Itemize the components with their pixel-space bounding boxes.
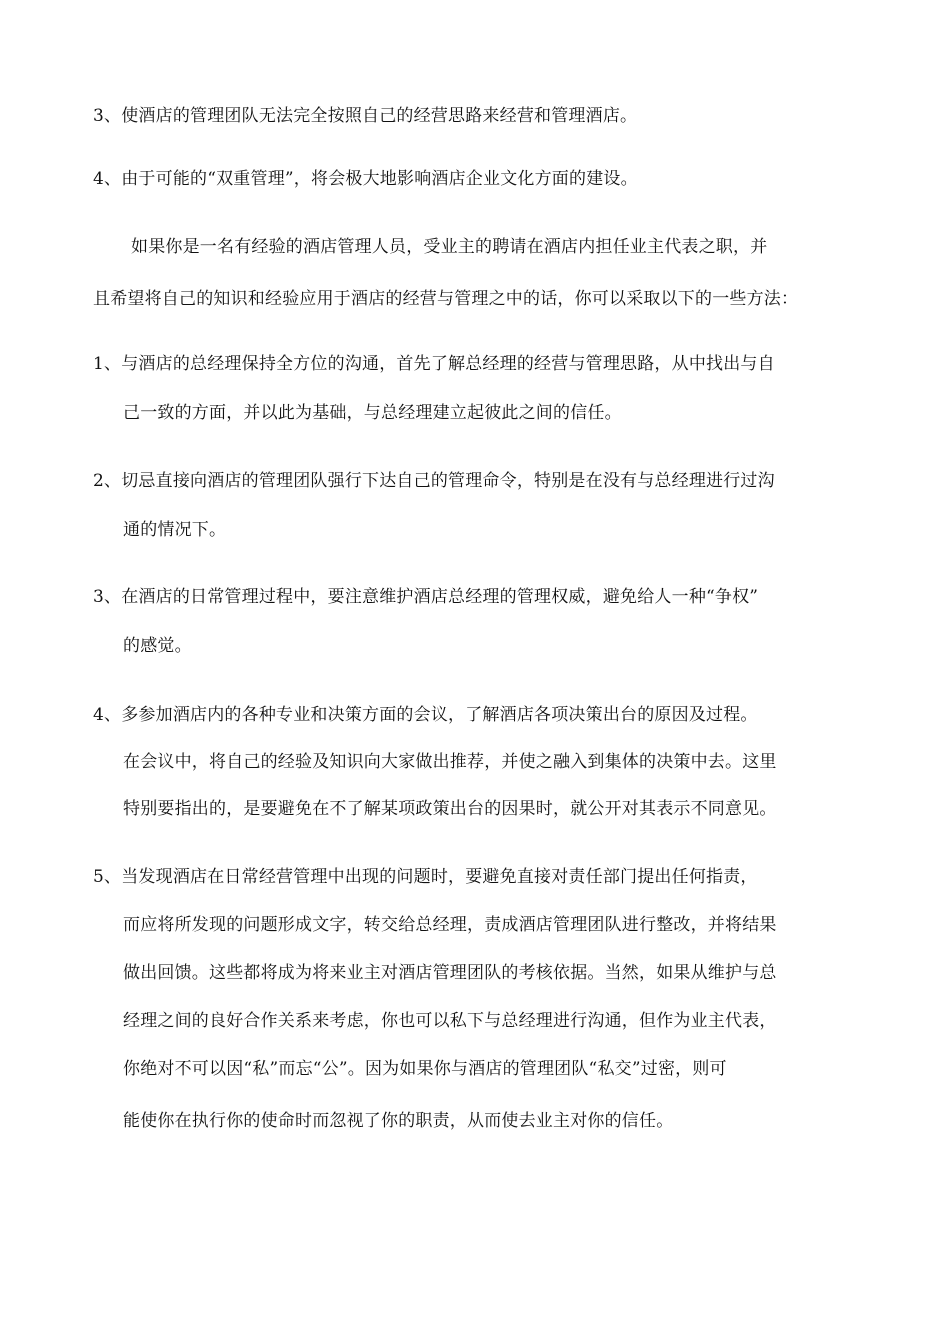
text-line: 在会议中，将自己的经验及知识向大家做出推荐，并使之融入到集体的决策中去。这里	[123, 752, 777, 772]
text-line: 你绝对不可以因“私”而忘“公”。因为如果你与酒店的管理团队“私交”过密，则可	[123, 1059, 727, 1079]
text-line: 而应将所发现的问题形成文字，转交给总经理，责成酒店管理团队进行整改，并将结果	[123, 915, 777, 935]
text-line: 且希望将自己的知识和经验应用于酒店的经营与管理之中的话，你可以采取以下的一些方法：	[93, 289, 799, 309]
text-line: 特别要指出的，是要避免在不了解某项政策出台的因果时，就公开对其表示不同意见。	[123, 799, 777, 819]
text-line: 如果你是一名有经验的酒店管理人员，受业主的聘请在酒店内担任业主代表之职，并	[131, 237, 768, 257]
text-line: 1、与酒店的总经理保持全方位的沟通，首先了解总经理的经营与管理思路，从中找出与自	[93, 354, 775, 374]
text-line: 3、使酒店的管理团队无法完全按照自己的经营思路来经营和管理酒店。	[93, 106, 638, 126]
text-line: 3、在酒店的日常管理过程中，要注意维护酒店总经理的管理权威，避免给人一种“争权”	[93, 587, 759, 607]
text-line: 4、多参加酒店内的各种专业和决策方面的会议，了解酒店各项决策出台的原因及过程。	[93, 705, 758, 725]
text-line: 通的情况下。	[123, 520, 227, 540]
text-line: 己一致的方面，并以此为基础，与总经理建立起彼此之间的信任。	[123, 403, 622, 423]
text-line: 经理之间的良好合作关系来考虑，你也可以私下与总经理进行沟通，但作为业主代表，	[123, 1011, 777, 1031]
text-line: 能使你在执行你的使命时而忽视了你的职责，从而使去业主对你的信任。	[123, 1111, 674, 1131]
text-line: 2、切忌直接向酒店的管理团队强行下达自己的管理命令，特别是在没有与总经理进行过沟	[93, 471, 775, 491]
text-line: 做出回馈。这些都将成为将来业主对酒店管理团队的考核依据。当然，如果从维护与总	[123, 963, 777, 983]
text-line: 5、当发现酒店在日常经营管理中出现的问题时，要避免直接对责任部门提出任何指责，	[93, 867, 758, 887]
text-line: 的感觉。	[123, 636, 192, 656]
text-line: 4、由于可能的“双重管理”，将会极大地影响酒店企业文化方面的建设。	[93, 169, 638, 189]
